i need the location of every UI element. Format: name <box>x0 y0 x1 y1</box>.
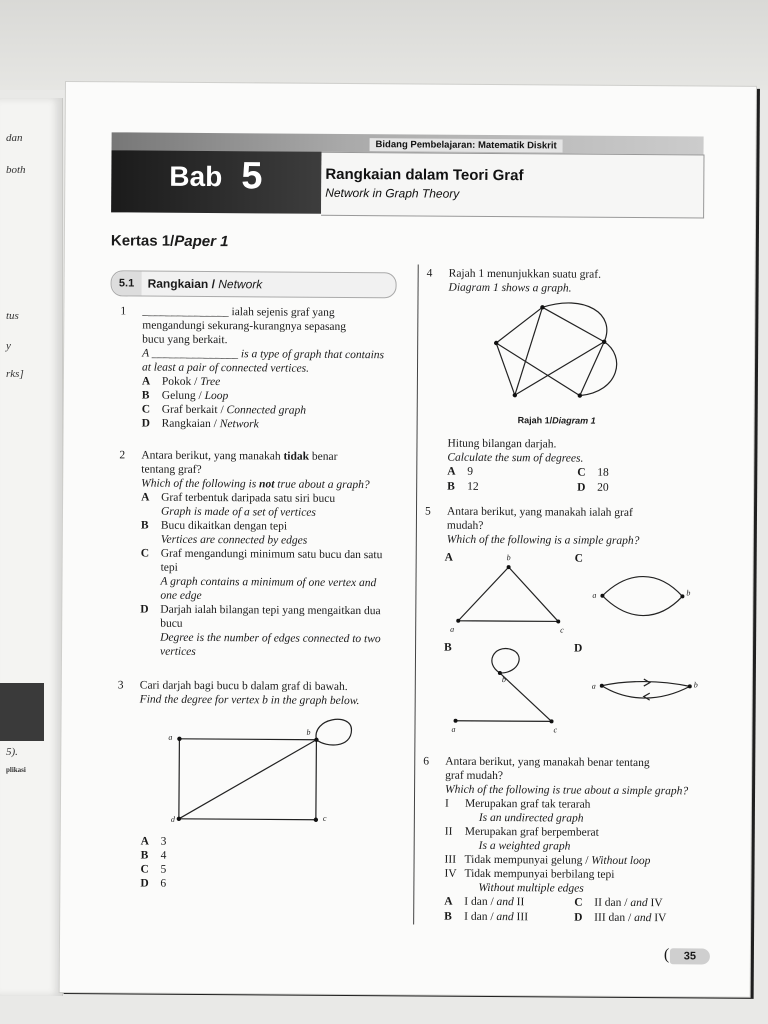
question-text: Rajah 1 menunjukkan suatu graf. <box>448 267 602 281</box>
graph-vertex <box>540 305 544 309</box>
option-c[interactable] <box>140 863 200 877</box>
graph-edge <box>496 307 542 343</box>
question-number: 5 <box>424 505 431 518</box>
option-d[interactable] <box>577 481 707 496</box>
question-text-en: A _______________ is a type of graph that contains <box>142 347 385 362</box>
graph-vertex <box>550 719 554 723</box>
option-text-en: Vertices are connected by edges <box>160 533 308 547</box>
arrow-head <box>644 693 650 700</box>
vertex-label-c: c <box>553 725 558 735</box>
graph-vertex <box>556 619 560 623</box>
option-key: B <box>140 519 149 532</box>
graph-edge <box>500 673 552 721</box>
question-body <box>142 305 405 433</box>
question-4 <box>426 267 717 295</box>
vertex-label-b: b <box>693 680 698 690</box>
vertex-label-a: a <box>168 732 173 742</box>
q5-option-a-key[interactable]: A <box>444 551 454 564</box>
section-title-ms: Rangkaian / <box>147 276 216 292</box>
statement-text: Tidak mempunyai gelung / <box>464 853 592 867</box>
question-text-part: Antara berikut, yang manakah <box>141 449 284 463</box>
question-text-en: Find the degree for vertex b in the graph below. <box>139 693 360 708</box>
option-a[interactable] <box>447 465 577 480</box>
option-d[interactable] <box>142 417 404 433</box>
option-text: Graf mengandungi minimum satu bucu dan satu tepi <box>160 547 383 574</box>
learning-area-label: Bidang Pembelajaran: Matematik Diskrit <box>370 138 563 152</box>
option-key: A <box>447 465 456 478</box>
statement-roman: I <box>444 797 449 810</box>
vertex-label-b: b <box>506 553 511 563</box>
textbook-page <box>60 82 756 997</box>
option-key: D <box>577 481 586 494</box>
option-key: D <box>140 603 149 616</box>
option-text-en: Loop <box>204 389 229 403</box>
vertex-label-a: a <box>451 724 456 734</box>
option-text-en: Network <box>219 418 259 431</box>
graph-vertex <box>688 684 692 688</box>
q4-prompt <box>447 437 717 496</box>
question-text: bucu yang berkait. <box>142 333 228 347</box>
graph-edge <box>602 596 682 616</box>
chapter-title-ms: Rangkaian dalam Teori Graf <box>325 165 524 185</box>
section-title <box>148 277 263 292</box>
q5-option-a-graph <box>456 565 576 626</box>
option-text: 12 <box>467 480 479 493</box>
option-b[interactable] <box>141 849 201 863</box>
margin-fragment: both <box>6 164 26 176</box>
question-text: mengandungi sekurang-kurangnya sepasang <box>142 319 347 333</box>
paper-heading-ms: Kertas 1/ <box>110 232 175 250</box>
chapter-banner <box>111 132 704 216</box>
q4-options <box>447 465 717 496</box>
option-a[interactable] <box>141 491 403 521</box>
graph-edge <box>515 341 604 396</box>
margin-fragment: 5). <box>6 746 18 758</box>
graph-vertex <box>513 393 517 397</box>
option-d[interactable] <box>140 603 390 661</box>
question-6 <box>423 755 723 925</box>
question-text: graf mudah? <box>445 769 504 783</box>
question-1 <box>120 304 404 431</box>
page-number-bracket: ( <box>663 946 670 964</box>
option-text: 3 <box>160 835 167 848</box>
question-text-en: Which of the following is a simple graph? <box>446 533 640 548</box>
option-text: I dan / <box>464 895 497 909</box>
option-text: I dan / <box>464 910 497 924</box>
margin-fragment: dan <box>6 132 23 144</box>
graph-vertex <box>314 738 318 742</box>
margin-fragment: tus <box>6 310 19 322</box>
previous-page-edge <box>0 98 63 996</box>
question-body <box>447 505 713 549</box>
option-key: C <box>140 547 150 560</box>
question-body <box>140 449 403 661</box>
option-key: B <box>141 389 150 402</box>
paper-heading-en: Paper 1 <box>174 232 229 251</box>
question-body <box>449 267 715 297</box>
question-number: 3 <box>117 679 124 692</box>
option-text-en: Graph is made of a set of vertices <box>160 505 316 519</box>
option-c[interactable] <box>577 466 707 481</box>
q5-option-c-graph <box>598 576 691 617</box>
q5-option-d-graph <box>598 678 698 709</box>
question-text: Antara berikut, yang manakah benar tentang <box>445 755 650 770</box>
statement-roman: IV <box>444 867 457 880</box>
option-d[interactable] <box>140 877 200 891</box>
question-body <box>140 679 402 709</box>
option-text: III dan / <box>594 911 635 924</box>
graph-vertex <box>600 684 604 688</box>
statement-text-en: Is an undirected graph <box>478 811 584 825</box>
question-text-en: Which of the following is true about a simple graph? <box>445 783 689 798</box>
question-5 <box>424 505 715 548</box>
column-divider <box>413 264 419 924</box>
option-text-en: Tree <box>200 375 221 389</box>
graph-edge <box>179 739 317 820</box>
option-text: 9 <box>467 465 474 478</box>
caption-ms: Rajah 1/ <box>517 415 553 426</box>
graph-vertex <box>602 340 606 344</box>
option-text: IV <box>651 912 667 925</box>
question-body <box>444 755 723 926</box>
graph-vertex <box>177 817 181 821</box>
option-text: Graf terbentuk daripada satu siri bucu <box>161 491 336 505</box>
vertex-label-a: a <box>592 590 597 600</box>
option-text: II <box>513 896 525 909</box>
option-text: Bucu dikaitkan dengan tepi <box>160 519 288 533</box>
option-text-en: Connected graph <box>226 404 307 417</box>
option-text: Rangkaian / <box>161 417 220 431</box>
graph-edge <box>496 343 515 395</box>
q5-option-b-graph <box>454 645 575 726</box>
option-key: C <box>141 403 151 416</box>
margin-fragment: plikasi <box>6 766 26 774</box>
option-key: A <box>140 835 150 848</box>
option-key: C <box>574 896 583 909</box>
option-text: Graf berkait / <box>161 403 227 417</box>
option-text-en: and <box>496 911 514 924</box>
option-key: D <box>141 417 150 430</box>
statement-roman: III <box>444 853 457 866</box>
question-text: _______________ ialah sejenis graf yang <box>142 305 335 319</box>
graph-edge <box>542 303 607 342</box>
section-number: 5.1 <box>112 271 142 295</box>
graph-edge <box>496 343 580 396</box>
vertex-label-b: b <box>501 675 506 685</box>
graph-edge <box>515 307 543 395</box>
question-text: tentang graf? <box>141 463 202 476</box>
option-c[interactable] <box>574 896 694 911</box>
option-text: Gelung / <box>161 389 205 402</box>
graph-edge <box>542 307 604 341</box>
question-text: Antara berikut, yang manakah ialah graf <box>446 505 633 519</box>
q5-option-d-key[interactable]: D <box>574 642 583 655</box>
graph-edge <box>602 576 682 596</box>
option-text: II dan / <box>594 896 631 909</box>
statement-text: Tidak mempunyai berbilang tepi <box>464 867 615 881</box>
previous-page-image <box>0 683 44 741</box>
chapter-title-en: Network in Graph Theory <box>325 185 460 201</box>
question-number: 1 <box>120 305 127 318</box>
question-number: 2 <box>119 449 126 462</box>
option-b[interactable] <box>444 910 574 925</box>
chapter-label: Bab <box>169 160 223 193</box>
option-key: A <box>141 491 150 504</box>
section-title-en: Network <box>214 277 263 292</box>
question-text-part: Which of the following is <box>141 477 260 491</box>
graph-vertex <box>494 341 498 345</box>
graph-edge <box>458 567 558 622</box>
option-text: 18 <box>597 466 609 479</box>
option-key: C <box>140 863 149 876</box>
q6-options <box>444 895 722 926</box>
option-key: A <box>444 895 453 908</box>
diagram-1-caption <box>518 415 596 426</box>
question-text-part: true about a graph? <box>274 478 370 492</box>
vertex-label-b: b <box>686 588 691 598</box>
graph-vertex <box>314 818 318 822</box>
statement-ii <box>445 825 723 855</box>
statement-text-en: Is a weighted graph <box>478 839 571 853</box>
q5-option-c-key[interactable]: C <box>574 552 584 565</box>
question-text-en: Diagram 1 shows a graph. <box>448 281 572 295</box>
question-number: 6 <box>423 755 430 768</box>
graph-vertex <box>456 619 460 623</box>
q5-option-b-key[interactable]: B <box>444 641 452 654</box>
option-text-en: and <box>630 896 648 910</box>
statement-roman: II <box>444 825 453 838</box>
statement-i <box>445 797 723 827</box>
question-text-en: Calculate the sum of degrees. <box>447 451 584 465</box>
option-key: D <box>574 911 583 924</box>
option-key: D <box>140 877 149 890</box>
option-text-en: Degree is the number of edges connected to two vertices <box>159 631 381 658</box>
graph-vertex <box>600 594 604 598</box>
vertex-label-b: b <box>306 727 311 737</box>
option-key: B <box>444 910 452 923</box>
graph-vertex <box>680 594 684 598</box>
question-text-emphasis: not <box>259 478 275 491</box>
graph-edge <box>456 721 552 722</box>
q3-graph-diagram <box>161 713 362 824</box>
option-key: B <box>447 480 455 493</box>
graph-edge <box>602 681 690 686</box>
graph-vertex <box>177 737 181 741</box>
question-2 <box>119 448 403 658</box>
option-a[interactable] <box>444 895 574 910</box>
graph-loop <box>492 648 519 673</box>
graph-vertex <box>454 719 458 723</box>
question-text-part: benar <box>309 450 338 463</box>
option-text: 20 <box>597 481 609 494</box>
question-text: mudah? <box>446 519 484 532</box>
statement-text-en: Without multiple edges <box>478 881 584 895</box>
option-key: A <box>141 375 151 388</box>
vertex-label-a: a <box>450 624 455 634</box>
margin-fragment: y <box>6 340 11 352</box>
option-b[interactable] <box>141 519 403 549</box>
graph-vertex <box>507 565 511 569</box>
option-text: 6 <box>160 877 167 890</box>
vertex-label-c: c <box>322 813 327 823</box>
statement-text-en: Without loop <box>591 854 651 868</box>
option-text: III <box>513 911 529 924</box>
page-number: 35 <box>670 948 710 964</box>
option-key: C <box>577 466 586 479</box>
option-c[interactable] <box>140 547 390 605</box>
vertex-label-a: a <box>591 681 596 691</box>
option-text-en: and <box>634 911 652 925</box>
margin-fragment: rks] <box>6 368 24 380</box>
option-key: B <box>140 849 149 862</box>
section-tag <box>111 270 397 298</box>
vertex-label-d: d <box>170 814 175 824</box>
question-text: Cari darjah bagi bucu b dalam graf di bawah. <box>139 679 348 693</box>
question-3 <box>117 678 402 708</box>
question-text-en: at least a pair of connected vertices. <box>141 361 310 375</box>
graph-vertex <box>578 393 582 397</box>
option-d[interactable] <box>574 911 694 926</box>
option-b[interactable] <box>447 480 577 495</box>
chapter-number: 5 <box>241 155 263 198</box>
statement-text: Merupakan graf tak terarah <box>464 797 591 811</box>
paper-heading <box>111 232 229 250</box>
option-text: IV <box>647 897 663 910</box>
option-text: Darjah ialah bilangan tepi yang mengaitkan dua bucu <box>160 603 381 630</box>
scan-background <box>0 0 768 90</box>
caption-en: Diagram 1 <box>552 415 596 426</box>
option-text-en: A graph contains a minimum of one vertex and one edge <box>160 575 377 602</box>
question-text-emphasis: tidak <box>283 450 310 463</box>
banner-light-panel <box>321 152 704 219</box>
option-text: 4 <box>160 849 167 862</box>
graph-edge <box>580 342 617 396</box>
option-text: Pokok / <box>161 375 201 388</box>
question-number: 4 <box>426 267 433 280</box>
vertex-label-c: c <box>560 625 564 635</box>
arrow-head <box>644 679 650 686</box>
diagram-1-graph <box>494 305 635 406</box>
graph-edge <box>602 686 690 699</box>
option-text-en: and <box>496 896 514 909</box>
statement-text: Merupakan graf berpemberat <box>464 825 599 839</box>
option-text: 5 <box>160 863 167 876</box>
option-a[interactable] <box>141 835 201 849</box>
graph-loop <box>316 719 352 745</box>
statement-iv <box>444 867 722 897</box>
question-text: Hitung bilangan darjah. <box>447 437 557 451</box>
q3-options <box>140 835 200 891</box>
